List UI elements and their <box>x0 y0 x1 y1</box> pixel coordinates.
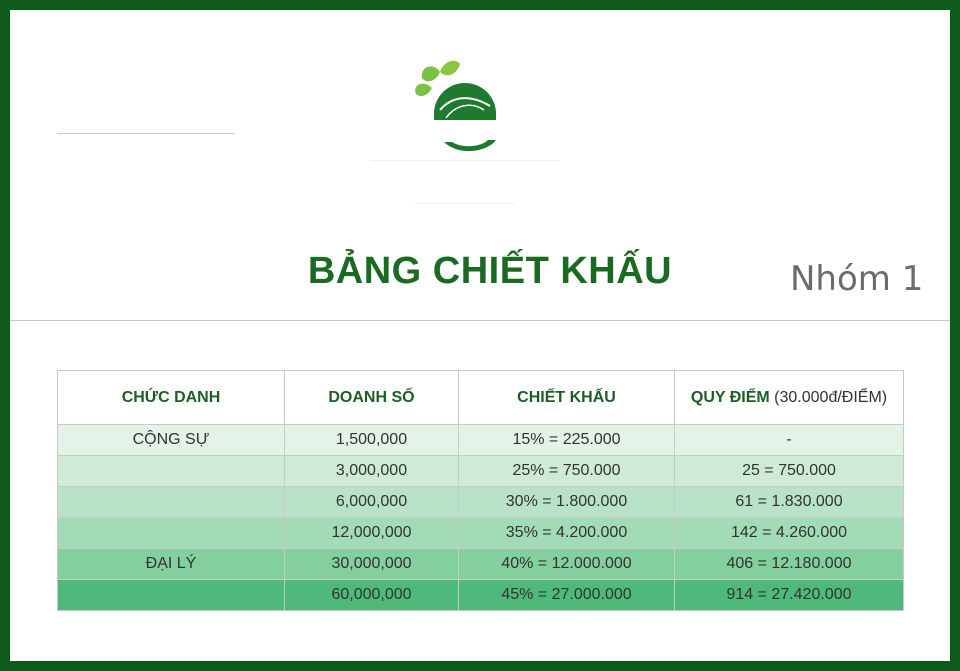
cell-discount: 40% = 12.000.000 <box>459 549 675 580</box>
table-row <box>58 549 904 580</box>
cell-discount: 45% = 27.000.000 <box>459 580 675 611</box>
cell-sales: 60,000,000 <box>285 580 459 611</box>
cell-discount: 25% = 750.000 <box>459 456 675 487</box>
cell-position <box>58 580 285 611</box>
cell-position: ĐẠI LÝ <box>58 549 285 580</box>
cell-points: 914 = 27.420.000 <box>675 580 904 611</box>
points-header-note: (30.000đ/ĐIỂM) <box>774 388 888 406</box>
cell-discount: 30% = 1.800.000 <box>459 487 675 518</box>
logo-subline <box>415 203 515 204</box>
cell-sales: 30,000,000 <box>285 549 459 580</box>
column-header-discount: CHIẾT KHẤU <box>459 371 675 425</box>
page-title: BẢNG CHIẾT KHẤU <box>307 250 673 292</box>
cell-discount: 15% = 225.000 <box>459 425 675 456</box>
cell-position <box>58 518 285 549</box>
cell-points: 406 = 12.180.000 <box>675 549 904 580</box>
group-label: Nhóm 1 <box>790 259 924 299</box>
column-header-position: CHỨC DANH <box>58 371 285 425</box>
cell-points: 25 = 750.000 <box>675 456 904 487</box>
cell-sales: 6,000,000 <box>285 487 459 518</box>
cell-points: 142 = 4.260.000 <box>675 518 904 549</box>
cell-position <box>58 456 285 487</box>
cell-sales: 3,000,000 <box>285 456 459 487</box>
faint-divider <box>57 133 235 134</box>
table-header-row <box>58 371 904 425</box>
logo-subline <box>370 160 560 161</box>
header-divider <box>10 320 950 321</box>
cell-discount: 35% = 4.200.000 <box>459 518 675 549</box>
discount-table <box>57 370 904 611</box>
table-row <box>58 425 904 456</box>
cell-position <box>58 487 285 518</box>
header <box>10 10 950 321</box>
points-header-label: QUY ĐIỂM <box>690 388 770 406</box>
table-row <box>58 580 904 611</box>
cell-sales: 1,500,000 <box>285 425 459 456</box>
cell-points: - <box>675 425 904 456</box>
table-row <box>58 456 904 487</box>
leaf-globe-icon <box>410 54 510 158</box>
table-row <box>58 487 904 518</box>
cell-position: CỘNG SỰ <box>58 425 285 456</box>
column-header-sales: DOANH SỐ <box>285 371 459 425</box>
column-header-points <box>675 371 904 425</box>
cell-points: 61 = 1.830.000 <box>675 487 904 518</box>
table-row <box>58 518 904 549</box>
cell-sales: 12,000,000 <box>285 518 459 549</box>
